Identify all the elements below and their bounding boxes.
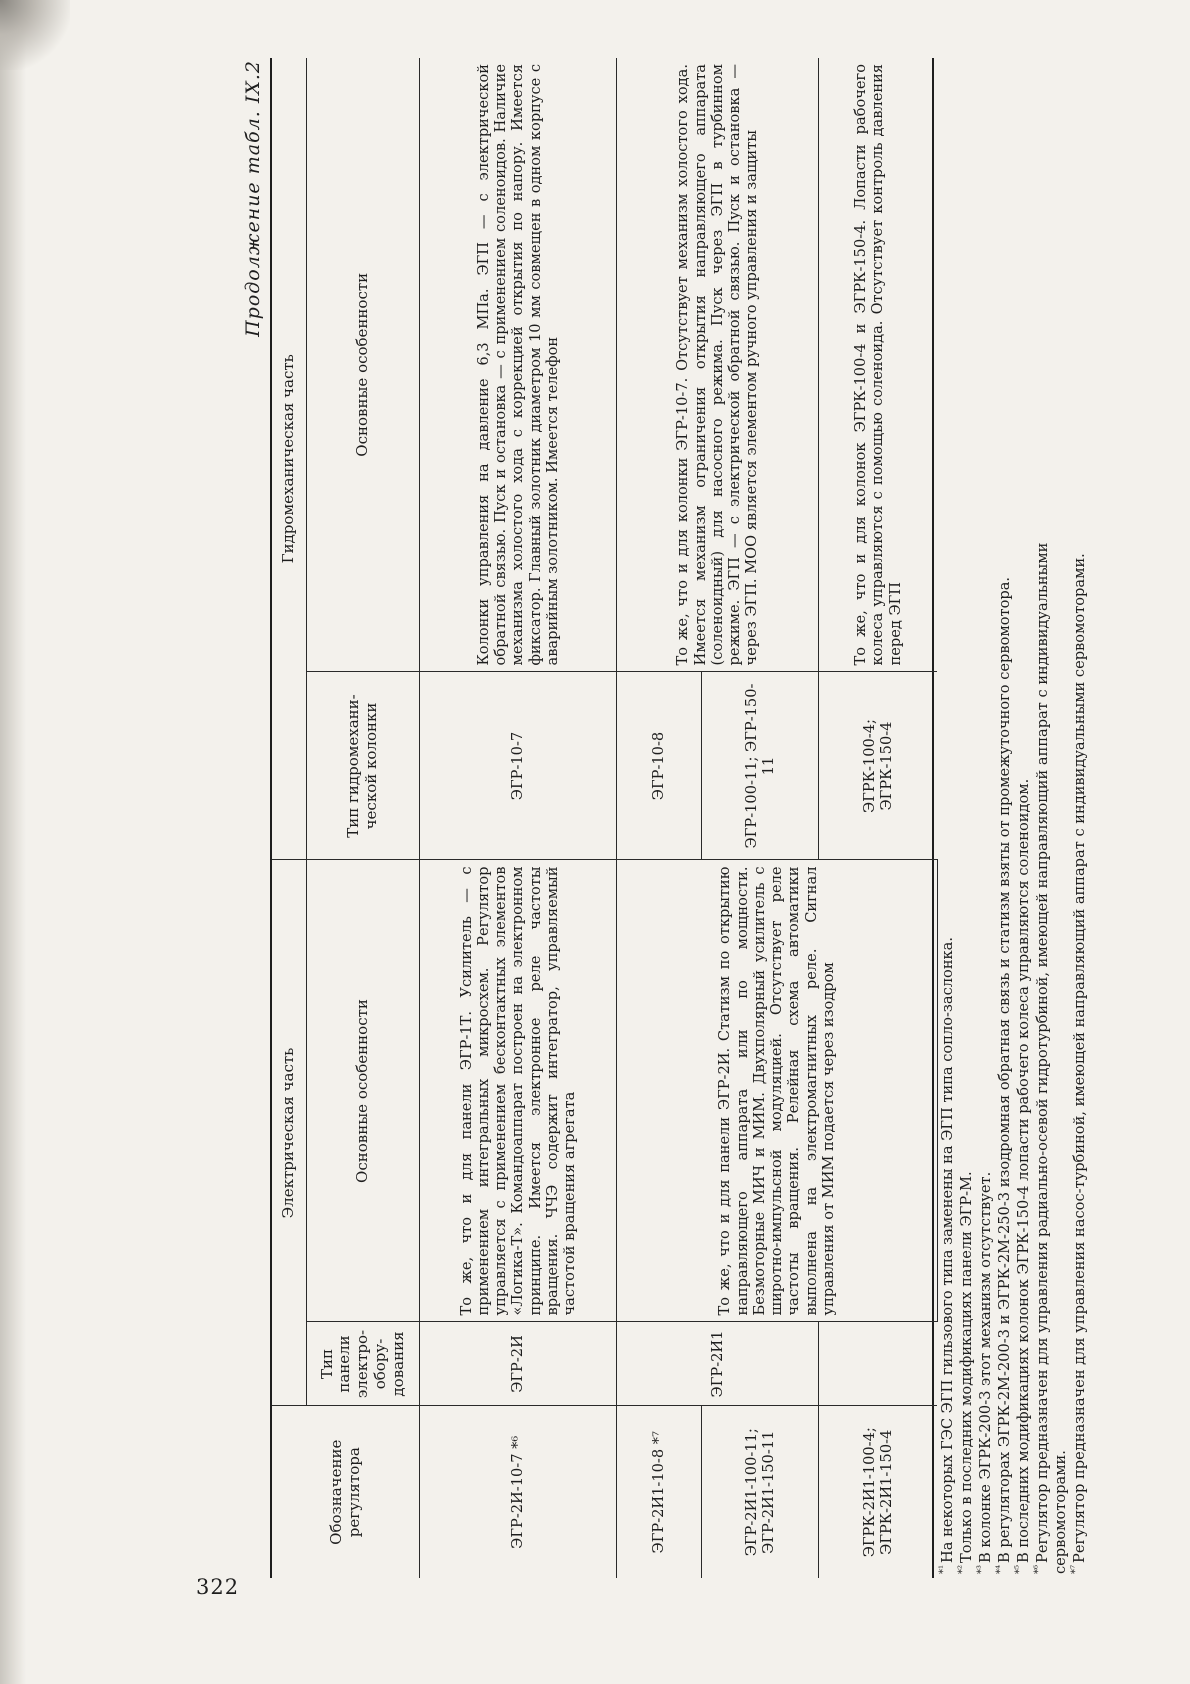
cell-hydro-features: То же, что и для колонок ЭГРК-100-4 и ЭГРК-150-4. Лопасти рабочего колеса управляются с помощью соленоида. Отсутствует контроль давления перед ЭГП [819, 58, 938, 672]
cell-column: ЭГРК-100-4; ЭГРК-150-4 [819, 672, 938, 860]
cell-electric-features: То же, что и для панели ЭГР-1Т. Усилитель — с применением интегральных микросхем. Регулятор управляется с применением бесконтактных элементов «Логика-Т». Командоаппарат построен на электронном принципе. Имеется электронное реле частоты вращения. ЧЧЭ содержит интегратор, управляемый частотой вращения агрегата [420, 860, 617, 1322]
footnote: $^{*^4}$В регуляторах ЭГРК-2М-200-3 и ЭГРК-2М-250-3 изодромная обратная связь и статизм взяты от промежуточного сервомотора. [994, 576, 1013, 1574]
rotated-page [222, 30, 1182, 1618]
table-title: Продолжение табл. IX.2 [242, 60, 264, 337]
cell-regulator: ЭГР-2И-10-7 *⁶ [420, 1406, 617, 1578]
footnote: $^{*^7}$Регулятор предназначен для управления насос-турбиной, имеющей направляющий аппарат с индивидуальными сервомоторами. [1069, 553, 1088, 1574]
cell-regulator: ЭГР-2И1-10-8 *⁷ [617, 1406, 702, 1578]
page-number: 322 [196, 1575, 240, 1599]
table-row [819, 58, 938, 1578]
scan-corner-shadow [0, 0, 70, 70]
header-electric-features: Основные особенности [307, 860, 420, 1322]
regulator-table [272, 58, 938, 1578]
cell-hydro-features: Колонки управления на давление 6,3 МПа. ЭГП — с электрической обратной связью. Пуск и остановка — с применением соленоидов. Наличие механизма холостого хода с коррекцией открытия по напору. Имеется фиксатор. Главный золотник диаметром 10 мм совмещен в одном корпусе с аварийным золотником. Имеется телефон [420, 58, 617, 672]
footnotes [938, 54, 1089, 1574]
cell-column: ЭГР-10-8 [617, 672, 702, 860]
header-electric-group: Электрическая часть [272, 860, 307, 1406]
footnote: $^{*^6}$Регулятор предназначен для управления радиально-осевой гидротурбиной, имеющей направляющий аппарат с индивидуальными [1032, 542, 1051, 1574]
cell-hydro-features: То же, что и для колонки ЭГР-10-7. Отсутствует механизм холостого хода. Имеется механизм ограничения открытия направляющего аппарата (соленоидный) для насосного режима. Пуск через ЭГП в турбинном режиме. ЭГП — с электрической обратной связью. Пуск и остановка — через ЭГП. МОО является элементом ручного управления и защиты [617, 58, 819, 672]
cell-panel: ЭГР-2И1 [617, 1322, 819, 1406]
cell-regulator: ЭГР-2И1-100-11; ЭГР-2И1-150-11 [702, 1406, 819, 1578]
cell-panel: ЭГР-2И [420, 1322, 617, 1406]
cell-column: ЭГР-100-11; ЭГР-150-11 [702, 672, 819, 860]
cell-regulator: ЭГРК-2И1-100-4; ЭГРК-2И1-150-4 [819, 1406, 938, 1578]
footnote: $^{*^2}$Только в последних модификациях панели ЭГР-М. [956, 1171, 975, 1574]
table-frame [270, 58, 934, 1578]
footnote: $^{*^1}$На некоторых ГЭС ЭГП гильзового типа заменены на ЭГП типа сопло-заслонка. [938, 936, 956, 1574]
header-panel-type: Тип панели электро-обору-дования [307, 1322, 420, 1406]
table-row [617, 58, 702, 1578]
cell-column: ЭГР-10-7 [420, 672, 617, 860]
cell-panel-empty [819, 1322, 938, 1406]
header-column-type: Тип гидромехани-ческой колонки [307, 672, 420, 860]
header-hydro-group: Гидромеханическая часть [272, 58, 307, 860]
scan-shadow [0, 0, 26, 1684]
table-row [420, 58, 617, 1578]
footnote: $^{*^3}$В колонке ЭГРК-200-3 этот механизм отсутствует. [975, 1171, 994, 1574]
header-hydro-features: Основные особенности [307, 58, 420, 672]
header-regulator: Обозначение регулятора [272, 1406, 420, 1578]
footnote-continuation: сервомоторами. [1051, 1450, 1069, 1574]
cell-electric-features: То же, что и для панели ЭГР-2И. Статизм по открытию направляющего аппарата или по мощности. Безмоторные МИЧ и МИМ. Двухполярный усилитель с широтно-импульсной модуляцией. Отсутствует реле частоты вращения. Релейная схема автоматики выполнена на электромагнитных реле. Сигнал управления от МИМ подается через изодром [617, 860, 938, 1322]
footnote: $^{*^5}$В последних модификациях колонок ЭГРК-150-4 лопасти рабочего колеса управляются соленоидом. [1013, 778, 1032, 1574]
